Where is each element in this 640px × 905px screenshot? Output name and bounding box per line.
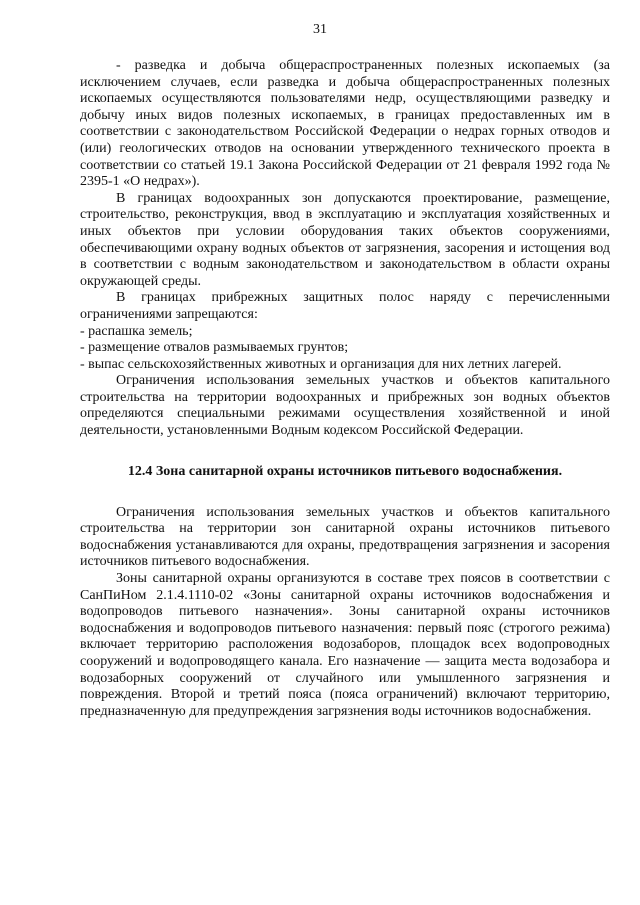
paragraph-sanitary-restrictions: Ограничения использования земельных участков и объектов капитального строительства на территории зон санитарной охраны источников питьевого водоснабжения устанавливаются для охраны, предотвращения загрязнения и засорения источников питьевого водоснабжения. [80,504,610,570]
paragraph-restrictions: Ограничения использования земельных участков и объектов капитального строительства на территории водоохранных и прибрежных зон водных объектов определяются специальными режимами осуществления хозяйственной и иной деятельности, установленными Водным кодексом Российской Федерации. [80,373,610,439]
page-content [80,58,610,720]
list-item-plowing: - распашка земель; [80,323,193,339]
list-item-dumps: - размещение отвалов размываемых грунтов; [80,340,349,356]
paragraph-mining: - разведка и добыча общераспространенных полезных ископаемых (за исключением случаев, если разведка и добыча общераспространенных полезных ископаемых осуществляются пользователями недр, осуществляющими разведку и добычу иных видов полезных ископаемых, в границах предоставленных им в соответствии с законодательством Российской Федерации о недрах горных отводов и (или) геологических отводов на основании утвержденного технического проекта в соответствии со статьей 19.1 Закона Российской Федерации от 21 февраля 1992 года № 2395-1 «О недрах»). [80,58,610,190]
page-number: 31 [313,22,327,37]
paragraph-coastal-strips: В границах прибрежных защитных полос наряду с перечисленными ограничениями запрещаются: [80,290,610,322]
paragraph-sanitary-zones: Зоны санитарной охраны организуются в составе трех поясов в соответствии с СанПиНом 2.1.4.1110-02 «Зоны санитарной охраны источников водоснабжения и водопроводов питьевого назначения». Зоны санитарной охраны источников водоснабжения и водопроводов питьевого назначения: первый пояс (строгого режима) включает территорию расположения водозаборов, площадок всех водопроводных сооружений и водопроводящего канала. Его назначение — защита места водозабора и водозаборных сооружений от случайного или умышленного загрязнения и повреждения. Второй и третий пояса (пояса ограничений) включают территорию, предназначенную для предупреждения загрязнения воды источников водоснабжения. [80,571,610,719]
section-heading: 12.4 Зона санитарной охраны источников питьевого водоснабжения. [127,463,563,479]
paragraph-water-protection-zones: В границах водоохранных зон допускаются проектирование, размещение, строительство, реконструкция, ввод в эксплуатацию и эксплуатация хозяйственных и иных объектов при условии оборудования таких объектов сооружениями, обеспечивающими охрану водных объектов от загрязнения, засорения и истощения вод в соответствии с водным законодательством и законодательством в области охраны окружающей среды. [80,190,610,289]
list-item-grazing: - выпас сельскохозяйственных животных и организация для них летних лагерей. [80,356,562,372]
